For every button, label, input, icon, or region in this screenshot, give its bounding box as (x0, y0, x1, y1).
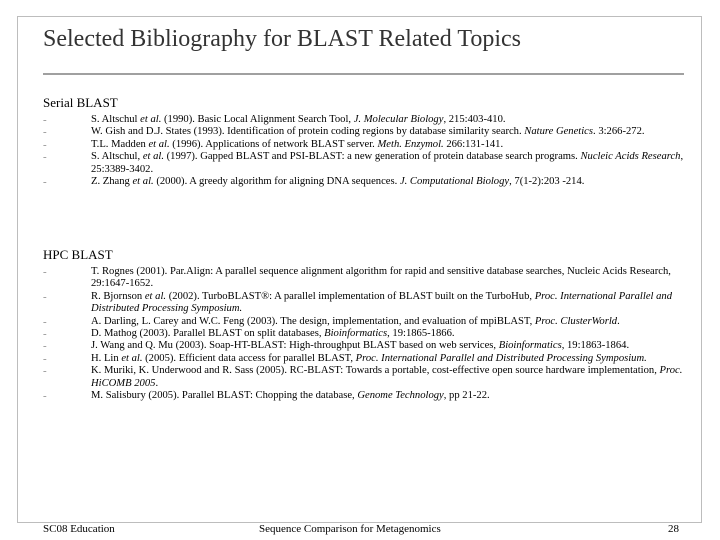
bullet-dash: - (43, 290, 47, 303)
footer-left: SC08 Education (43, 523, 115, 535)
citation-italic-text: et al. (121, 352, 143, 364)
citation-text: , 215:403-410. (443, 114, 506, 125)
citation-text: D. Mathog (2003). Parallel BLAST on split databases, (91, 328, 325, 340)
citation-italic-text: et al. (140, 114, 162, 125)
citation-italic-text: Nature Genetics (524, 126, 594, 138)
bullet-dash: - (43, 390, 47, 403)
reference-item (43, 266, 691, 291)
citation-text: . (617, 315, 620, 327)
reference-item (43, 390, 691, 402)
section-heading: Serial BLAST (43, 95, 118, 110)
bullet-dash: - (43, 114, 47, 126)
citation-italic-text: Proc. HiCOMB 2005 (91, 365, 683, 389)
citation-italic-text: Genome Technology (357, 390, 444, 402)
bullet-dash: - (43, 176, 47, 189)
section-hpc-blast (43, 247, 691, 402)
reference-list (43, 114, 691, 188)
citation-italic-text: Bioinformatics (498, 340, 562, 352)
citation-text: J. Wang and Q. Mu (2003). Soap-HT-BLAST: High-throughput BLAST based on web services, (91, 340, 499, 352)
bullet-dash: - (43, 151, 47, 164)
footer-center: Sequence Comparison for Metagenomics (259, 523, 441, 535)
citation-text: , 19:1863-1864. (561, 340, 630, 352)
title-underline (43, 73, 684, 75)
reference-item (43, 176, 691, 188)
citation-text: (1997). Gapped BLAST and PSI-BLAST: a new generation of protein database search programs. (164, 151, 581, 163)
citation-text: K. Muriki, K. Underwood and R. Sass (2005). RC-BLAST: Towards a portable, cost-effective open source hardware implementation, (91, 365, 660, 377)
reference-list (43, 266, 691, 402)
citation-text: . 3:266-272. (593, 126, 645, 138)
citation-text: (2000). A greedy algorithm for aligning DNA sequences. (153, 176, 400, 188)
citation-text: S. Altschul (91, 114, 141, 125)
bullet-dash: - (43, 340, 47, 353)
citation-text: , 7(1-2):203 -214. (509, 176, 585, 188)
bullet-dash: - (43, 138, 47, 151)
reference-item (43, 126, 691, 138)
reference-item (43, 151, 691, 176)
reference-item (43, 139, 691, 151)
bullet-dash: - (43, 365, 47, 378)
citation-italic-text: Proc. International Parallel and Distributed Processing Symposium. (355, 352, 647, 364)
reference-item (43, 353, 691, 365)
citation-text: (1990). Basic Local Alignment Search Tool, (161, 114, 354, 125)
bullet-dash: - (43, 352, 47, 365)
citation-text: 266:131-141. (443, 138, 504, 150)
citation-text: A. Darling, L. Carey and W.C. Feng (2003). The design, implementation, and evaluation of mpiBLAST, (91, 315, 535, 327)
citation-text: Z. Zhang (91, 176, 133, 188)
citation-text: T.L. Madden (91, 138, 149, 150)
section-heading: HPC BLAST (43, 247, 113, 262)
reference-item (43, 365, 691, 390)
bullet-dash: - (43, 266, 47, 278)
citation-italic-text: Proc. ClusterWorld (534, 315, 618, 327)
citation-text: , pp 21-22. (443, 390, 490, 402)
citation-text: . (155, 377, 159, 389)
citation-text: , 25:3389-3402. (91, 151, 684, 175)
citation-italic-text: J. Computational Biology (399, 176, 510, 188)
citation-italic-text: Bioinformatics (324, 328, 388, 340)
citation-italic-text: et al. (132, 176, 154, 188)
citation-italic-text: et al. (148, 138, 170, 150)
section-serial-blast (43, 95, 691, 188)
citation-italic-text: Nucleic Acids Research (580, 151, 681, 163)
citation-text: (2002). TurboBLAST®: A parallel implementation of BLAST built on the TurboHub, (166, 290, 535, 302)
bullet-dash: - (43, 126, 47, 139)
citation-text: (2005). Efficient data access for parallel BLAST, (142, 352, 356, 364)
citation-italic-text: J. Molecular Biology (353, 114, 444, 125)
citation-italic-text: Proc. International Parallel and Distributed Processing Symposium. (91, 290, 672, 315)
citation-italic-text: Meth. Enzymol. (377, 138, 444, 150)
citation-text: M. Salisbury (2005). Parallel BLAST: Chopping the database, (91, 390, 358, 402)
reference-item (43, 316, 691, 328)
reference-item (43, 340, 691, 352)
reference-item (43, 114, 691, 126)
bullet-dash: - (43, 328, 47, 341)
page-number: 28 (668, 523, 679, 535)
citation-text: T. Rognes (2001). Par.Align: A parallel sequence alignment algorithm for rapid and sensitive database searches, Nucleic Acids Research, 29:1647-1652. (91, 266, 671, 290)
reference-item (43, 328, 691, 340)
slide-title: Selected Bibliography for BLAST Related Topics (43, 26, 522, 52)
citation-italic-text: et al. (144, 290, 167, 302)
citation-text: , 19:1865-1866. (387, 328, 455, 340)
citation-italic-text: et al. (142, 151, 164, 163)
citation-text: W. Gish and D.J. States (1993). Identification of protein coding regions by database similarity search. (91, 126, 525, 138)
reference-item (43, 291, 691, 316)
citation-text: R. Bjornson (91, 290, 145, 302)
citation-text: S. Altschul, (91, 151, 143, 163)
citation-text: H. Lin (91, 352, 122, 364)
citation-text: (1996). Applications of network BLAST server. (169, 138, 378, 150)
bullet-dash: - (43, 315, 47, 328)
